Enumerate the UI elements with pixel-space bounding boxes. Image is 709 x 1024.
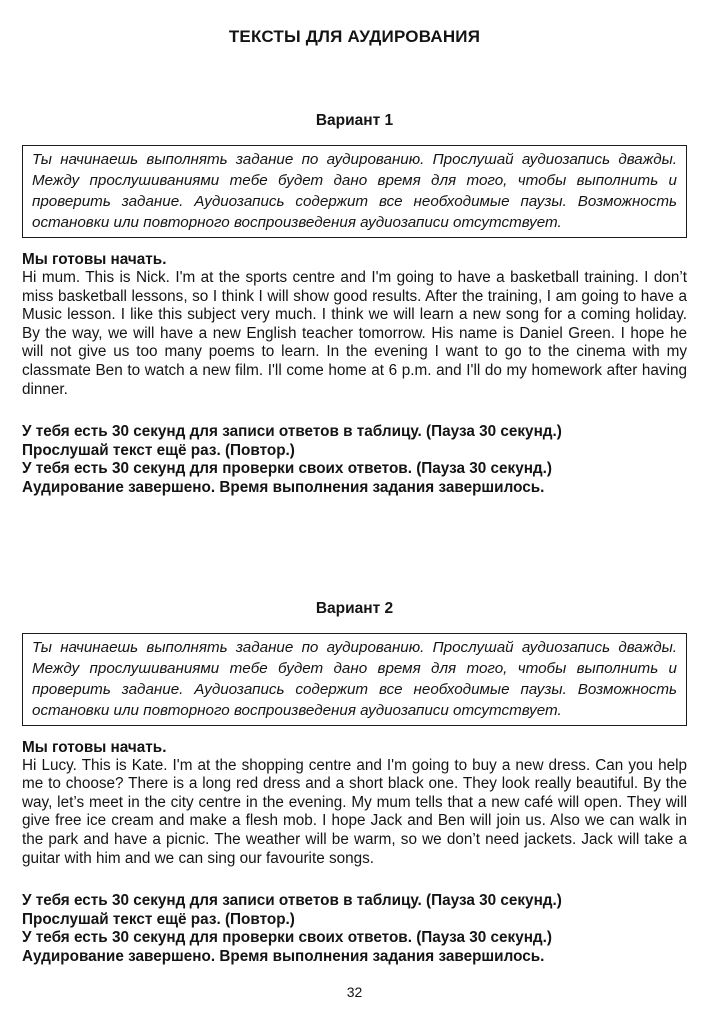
variant-2-ready-label: Мы готовы начать. <box>22 738 167 756</box>
variant-2-section <box>22 599 687 967</box>
variant-1-section <box>22 111 687 498</box>
finished-instruction-line: Аудирование завершено. Время выполнения задания завершилось. <box>22 947 545 965</box>
check-instruction-line: У тебя есть 30 секунд для проверки своих ответов. (Пауза 30 секунд.) <box>22 460 552 478</box>
page-title: ТЕКСТЫ ДЛЯ АУДИРОВАНИЯ <box>228 27 481 46</box>
variant-2-instruction-box-text: Ты начинаешь выполнять задание по аудированию. Прослушай аудиозапись дважды. Между прослушиваниями тебе будет дано время для того, чтобы выполнить и проверить задание. Аудиозапись содержит все необходимые паузы. Возможность остановки или повторного воспроизведения аудиозаписи отсутствует. <box>32 638 677 719</box>
check-instruction-line: У тебя есть 30 секунд для проверки своих ответов. (Пауза 30 секунд.) <box>22 929 552 947</box>
pause-instruction-line: У тебя есть 30 секунд для записи ответов в таблицу. (Пауза 30 секунд.) <box>22 892 562 910</box>
variant-1-instruction-box-text: Ты начинаешь выполнять задание по аудированию. Прослушай аудиозапись дважды. Между прослушиваниями тебе будет дано время для того, чтобы выполнить и проверить задание. Аудиозапись содержит все необходимые паузы. Возможность остановки или повторного воспроизведения аудиозаписи отсутствует. <box>32 151 677 231</box>
repeat-instruction-line: Прослушай текст ещё раз. (Повтор.) <box>22 441 295 459</box>
variant-2-instruction-box <box>22 633 687 726</box>
variant-1-ready-label: Мы готовы начать. <box>22 251 167 268</box>
page-footer <box>0 984 709 1000</box>
repeat-instruction-line: Прослушай текст ещё раз. (Повтор.) <box>22 910 295 928</box>
variant-1-pause-instructions <box>22 423 687 497</box>
variant-2-pause-instructions <box>22 892 687 966</box>
variant-2-listening-text: Hi Lucy. This is Kate. I'm at the shopping centre and I'm going to buy a new dress. Can you help me to choose? There is a long red dress and a short black one. They look really beautiful. By the way, let’s meet in the city centre in the evening. My mum tells that a new café will open. They will give free ice cream and make a flesh mob. I hope Jack and Ben will join us. Also we can walk in the park and have a picnic. The weather will be warm, so we don’t need jackets. Jack will take a guitar with him and we can sing our favourite songs. <box>22 756 687 867</box>
variant-1-listening-text: Hi mum. This is Nick. I'm at the sports centre and I'm going to have a basketball training. I don’t miss basketball lessons, so I think I will show good results. After the training, I am going to have a Music lesson. I like this subject very much. I think we will learn a new song for a coming holiday. By the way, we will have a new English teacher tomorrow. His name is Daniel Green. I hope he will not give us too many poems to learn. In the evening I want to go to the cinema with my classmate Ben to watch a new film. I'll come home at 6 p.m. and I'll do my homework after having dinner. <box>22 269 687 398</box>
page-number: 32 <box>346 984 363 1000</box>
variant-2-heading: Вариант 2 <box>315 599 394 617</box>
pause-instruction-line: У тебя есть 30 секунд для записи ответов в таблицу. (Пауза 30 секунд.) <box>22 423 562 441</box>
finished-instruction-line: Аудирование завершено. Время выполнения задания завершилось. <box>22 478 545 496</box>
variant-1-heading: Вариант 1 <box>315 112 394 129</box>
variant-1-instruction-box <box>22 145 687 238</box>
